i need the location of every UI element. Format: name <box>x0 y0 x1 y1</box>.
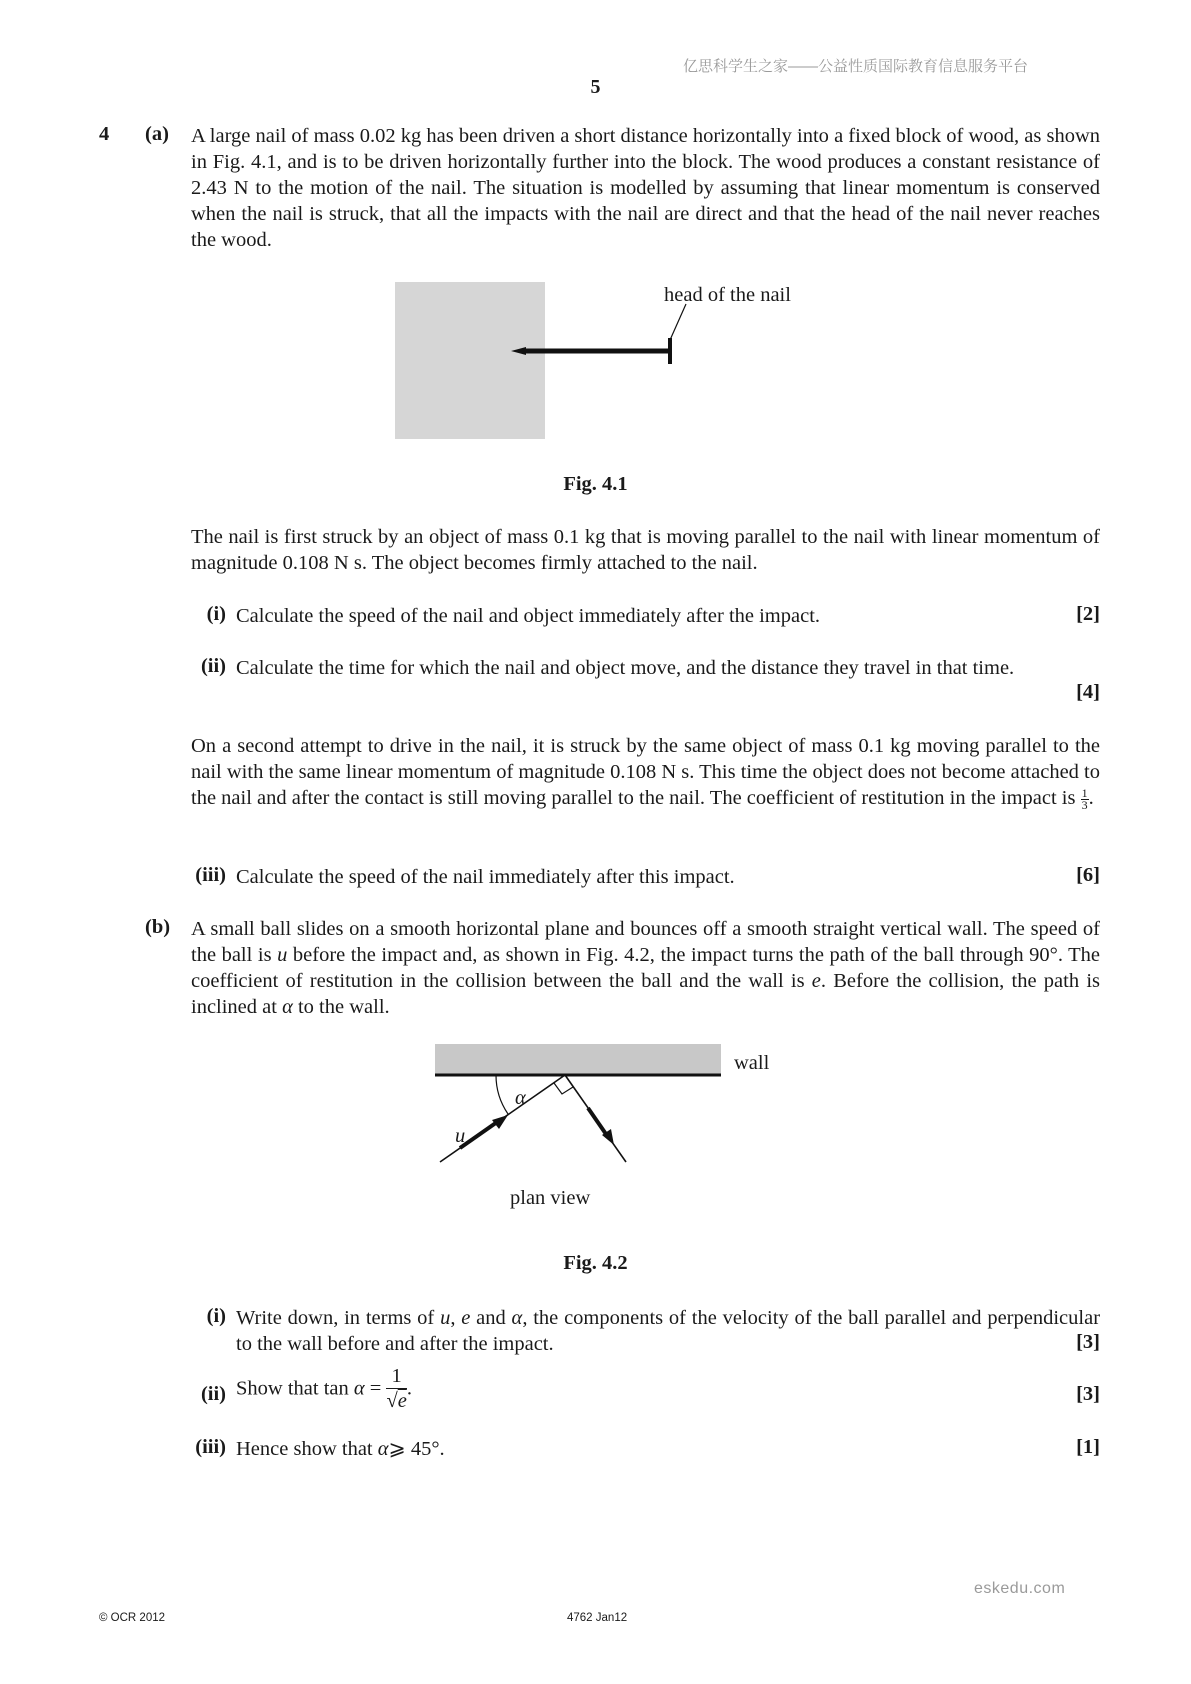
a-i-marks: [2] <box>1076 603 1100 625</box>
b-iii-label: (iii) <box>195 1436 226 1458</box>
b-ii-label: (ii) <box>200 1383 226 1405</box>
b-ii-text <box>236 1364 412 1413</box>
fig2-caption: Fig. 4.2 <box>563 1252 628 1274</box>
fig1-caption: Fig. 4.1 <box>563 473 628 495</box>
fig2-alpha-label: α <box>515 1087 526 1109</box>
b-var-u: u <box>277 944 288 966</box>
part-a-para2: The nail is first struck by an object of mass 0.1 kg that is moving parallel to the nail with linear momentum of magnitude 0.108 N s. The object becomes firmly attached to the nail. <box>191 526 1100 574</box>
incoming-arrowhead <box>492 1115 508 1129</box>
b-iii-text-1: Hence show that <box>236 1438 373 1460</box>
para3-end: . <box>1088 787 1094 809</box>
restitution-fraction <box>1081 785 1089 812</box>
outgoing-arrow <box>588 1108 608 1137</box>
part-b-intro <box>191 916 1100 1020</box>
b-ii-den <box>386 1389 406 1413</box>
b-iii-marks: [1] <box>1076 1436 1100 1458</box>
copyright: © OCR 2012 <box>99 1612 166 1624</box>
b-ii-e: e <box>397 1390 407 1412</box>
b-ii-marks: [3] <box>1076 1383 1100 1405</box>
b-ii-end: . <box>406 1377 412 1400</box>
page-number: 5 <box>590 76 601 98</box>
b-i-text-1: Write down, in terms of <box>236 1307 435 1329</box>
b-intro-3: . Before the collision, the path is inclined at <box>191 970 1100 1018</box>
b-i-alpha: α <box>511 1307 523 1329</box>
fig2-u-label: u <box>455 1125 466 1147</box>
fig2-wall-label: wall <box>734 1052 770 1074</box>
sqrt-sign: √ <box>386 1390 398 1412</box>
b-ii-tan: Show that tan <box>236 1377 349 1400</box>
figure-4-2 <box>430 1040 730 1175</box>
a-iii-marks: [6] <box>1076 864 1100 886</box>
b-i-sep: , <box>450 1307 456 1329</box>
b-intro-2: before the impact and, as shown in Fig. 4.2, the impact turns the path of the ball through 90°. The coefficient of restitution in the collision between the ball and the wall is <box>191 944 1100 992</box>
a-iii-label: (iii) <box>195 864 226 886</box>
b-i-text-2: , the components of the velocity of the ball parallel and perpendicular to the wall before and after the impact. <box>236 1307 1101 1355</box>
b-ii-fraction <box>386 1364 406 1413</box>
watermark-bottom: eskedu.com <box>974 1580 1066 1597</box>
head-pointer-line <box>670 304 686 340</box>
b-iii-text <box>236 1436 1100 1462</box>
right-angle-marker <box>554 1083 573 1094</box>
b-intro-1: A small ball slides on a smooth horizontal plane and bounces off a smooth straight vertical wall. The speed of the ball is <box>191 918 1100 966</box>
b-i-u: u <box>440 1307 451 1329</box>
b-i-text <box>236 1305 1100 1357</box>
b-var-alpha: α <box>282 996 293 1018</box>
b-iii-rel: ⩾ 45°. <box>388 1438 445 1460</box>
a-ii-label: (ii) <box>200 655 226 677</box>
frac-den: 3 <box>1081 797 1088 812</box>
part-b-label: (b) <box>145 916 171 938</box>
part-a-para3 <box>191 733 1100 811</box>
b-i-e: e <box>461 1307 471 1329</box>
a-i-label: (i) <box>206 603 226 625</box>
fig2-plan-view: plan view <box>510 1187 591 1209</box>
incoming-arrow <box>460 1120 500 1148</box>
watermark-top: 亿思科学生之家——公益性质国际教育信息服务平台 <box>683 58 1029 75</box>
part-a-intro: A large nail of mass 0.02 kg has been driven a short distance horizontally into a fixed block of wood, as shown in Fig. 4.1, and is to be driven horizontally further into the block. The wood produces a constant resistance of 2.43 N to the motion of the nail. The situation is modelled by assuming that linear momentum is conserved when the nail is struck, that all the impacts with the nail are direct and that the head of the nail never reaches the wood. <box>191 125 1100 251</box>
a-ii-marks: [4] <box>1076 681 1100 703</box>
b-ii-alpha: α <box>353 1377 365 1400</box>
paper-code: 4762 Jan12 <box>567 1612 628 1624</box>
wood-block <box>395 282 545 439</box>
frac-num: 1 <box>1081 785 1088 800</box>
a-ii-text: Calculate the time for which the nail and object move, and the distance they travel in that time. <box>236 657 1015 679</box>
b-i-and: and <box>476 1307 506 1329</box>
a-iii-text: Calculate the speed of the nail immediately after this impact. <box>236 866 735 888</box>
part-a-label: (a) <box>145 123 169 145</box>
b-i-marks: [3] <box>1076 1331 1100 1353</box>
b-intro-4: to the wall. <box>297 996 390 1018</box>
question-number: 4 <box>99 123 110 145</box>
angle-arc <box>496 1075 508 1114</box>
wall-shading <box>435 1044 721 1074</box>
a-i-text: Calculate the speed of the nail and object immediately after the impact. <box>236 605 821 627</box>
fig1-head-label: head of the nail <box>664 284 791 306</box>
para3-text: On a second attempt to drive in the nail, it is struck by the same object of mass 0.1 kg moving parallel to the nail with the same linear momentum of magnitude 0.108 N s. This time the object does not become attached to the nail and after the contact is still moving parallel to the nail. The coefficient of restitution in the impact is <box>191 735 1100 809</box>
b-var-e: e <box>811 970 821 992</box>
b-ii-num: 1 <box>386 1364 406 1389</box>
b-iii-alpha: α <box>377 1438 389 1460</box>
b-ii-eq: = <box>369 1377 382 1400</box>
b-i-label: (i) <box>206 1305 226 1327</box>
